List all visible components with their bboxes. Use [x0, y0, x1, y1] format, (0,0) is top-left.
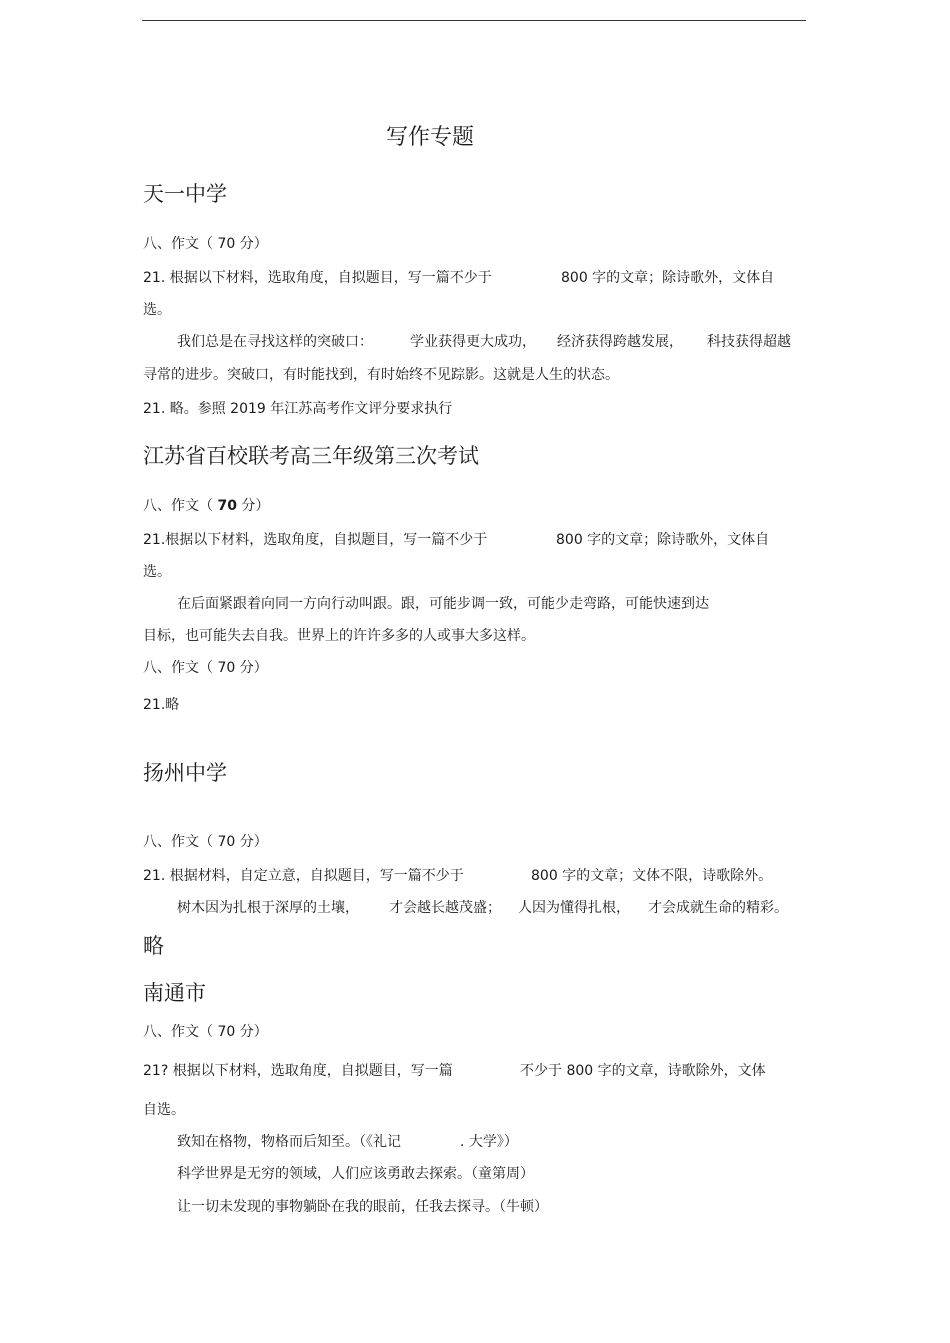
question-text: 800 字的文章；除诗歌外，文体自 — [556, 532, 770, 548]
section-label-prefix: 八、作文（ — [143, 498, 213, 514]
school-heading-tianyi: 天一中学 — [143, 182, 227, 206]
section-label: 八、作文（ 70 分） — [143, 660, 268, 676]
question-text: 800 字的文章；除诗歌外，文体自 — [561, 270, 775, 286]
material-text: 人因为懂得扎根， — [518, 900, 630, 916]
question-text: 21? 根据以下材料，选取角度，自拟题目，写一篇 — [143, 1063, 453, 1079]
question-text: 选。 — [143, 302, 171, 318]
material-text: 学业获得更大成功， — [410, 334, 536, 350]
material-text: 才会越长越茂盛； — [389, 900, 501, 916]
question-text: 不少于 800 字的文章，诗歌除外，文体 — [520, 1063, 766, 1079]
material-text: 我们总是在寻找这样的突破口： — [177, 334, 373, 350]
section-label: 八、作文（ 70 分） — [143, 236, 268, 252]
question-text: 21. 根据材料，自定立意，自拟题目，写一篇不少于 — [143, 868, 464, 884]
question-text: 21. 根据以下材料，选取角度，自拟题目，写一篇不少于 — [143, 270, 492, 286]
section-label-suffix: 分） — [241, 498, 270, 514]
material-text: 寻常的进步。突破口，有时能找到，有时始终不见踪影。这就是人生的状态。 — [143, 367, 619, 383]
section-label — [143, 495, 269, 515]
question-text: 800 字的文章；文体不限，诗歌除外。 — [531, 868, 773, 884]
material-text: 致知在格物，物格而后知至。（《礼记 — [177, 1134, 401, 1150]
answer-text: 21. 略。参照 2019 年江苏高考作文评分要求执行 — [143, 401, 453, 417]
school-heading-jiangsu: 江苏省百校联考高三年级第三次考试 — [143, 444, 479, 468]
material-text: 目标，也可能失去自我。世界上的许许多多的人或事大多这样。 — [143, 628, 535, 644]
material-text: 树木因为扎根于深厚的土壤， — [177, 900, 359, 916]
material-text: 科技获得超越 — [707, 334, 791, 350]
section-label: 八、作文（ 70 分） — [143, 1024, 268, 1040]
answer-text: 21.略 — [143, 697, 180, 713]
question-text: 自选。 — [143, 1102, 185, 1118]
section-label: 八、作文（ 70 分） — [143, 834, 268, 850]
school-heading-yangzhou: 扬州中学 — [143, 761, 227, 785]
material-text: 才会成就生命的精彩。 — [648, 900, 788, 916]
material-text: 让一切未发现的事物躺卧在我的眼前，任我去探寻。（牛顿） — [177, 1199, 548, 1215]
question-text: 21.根据以下材料，选取角度，自拟题目，写一篇不少于 — [143, 532, 488, 548]
question-text: 选。 — [143, 564, 171, 580]
material-text: 经济获得跨越发展， — [557, 334, 683, 350]
answer-text: 略 — [143, 934, 164, 958]
section-score: 70 — [217, 498, 237, 514]
material-text: 在后面紧跟着向同一方向行动叫跟。跟，可能步调一致，可能少走弯路，可能快速到达 — [177, 596, 709, 612]
header-rule — [142, 20, 806, 21]
school-heading-nantong: 南通市 — [143, 981, 206, 1005]
document-title: 写作专题 — [386, 125, 475, 150]
material-text: . 大学》） — [460, 1134, 518, 1150]
material-text: 科学世界是无穷的领域，人们应该勇敢去探索。（童第周） — [177, 1166, 534, 1182]
